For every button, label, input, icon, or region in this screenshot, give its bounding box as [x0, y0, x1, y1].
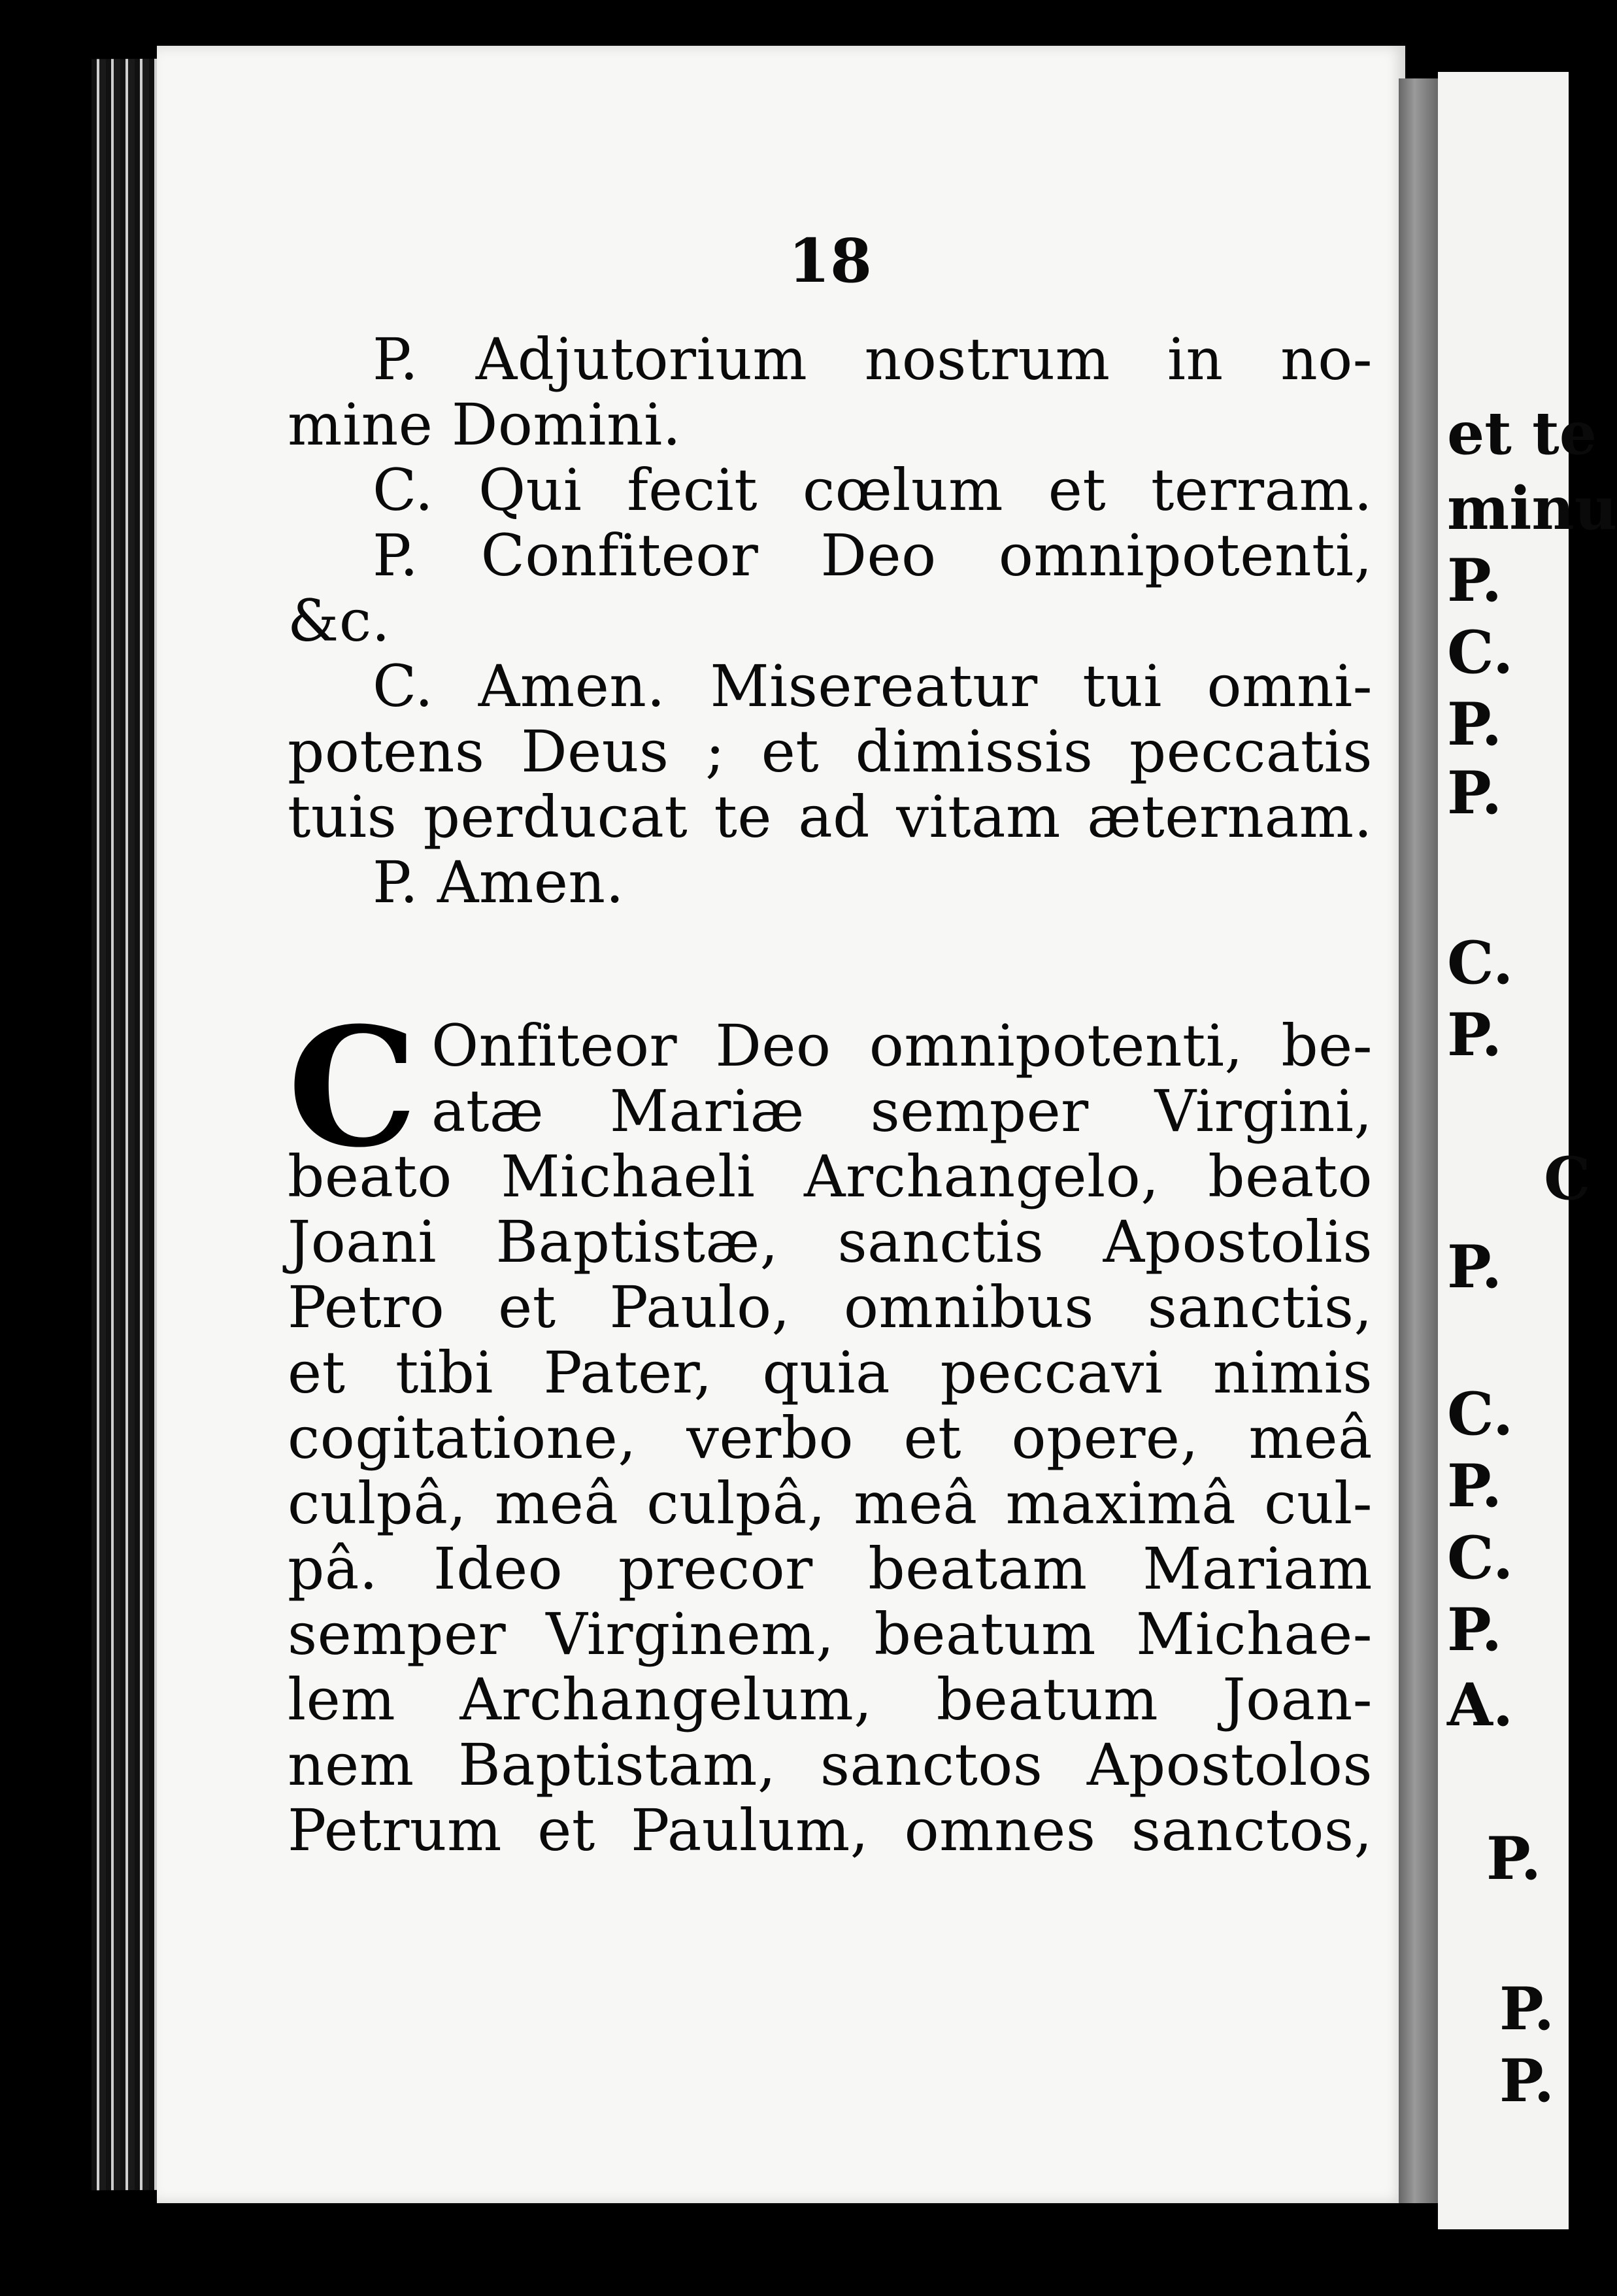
- text-line: P. Amen.: [373, 849, 625, 916]
- right-line: P.: [1499, 1974, 1555, 2044]
- text-line: pâ. Ideo precor beatam Mariam: [288, 1535, 1373, 1602]
- right-page-fragment: [1438, 72, 1617, 2229]
- right-line: P.: [1447, 1232, 1503, 1302]
- right-line: C: [1544, 1144, 1591, 1213]
- right-line: P.: [1499, 2046, 1555, 2116]
- right-line: et te: [1447, 399, 1597, 468]
- text-line: C. Amen. Misereatur tui omni-: [373, 652, 1373, 720]
- right-line: C.: [1447, 618, 1514, 687]
- drop-cap-letter: C: [288, 991, 418, 1183]
- confiteor-paragraph: [288, 991, 1373, 1864]
- paragraph-gap: [288, 915, 1373, 1013]
- text-line: &c.: [288, 587, 391, 654]
- text-line: C. Qui fecit cœlum et terram.: [373, 456, 1373, 524]
- right-line: P.: [1447, 546, 1503, 615]
- right-line: P.: [1447, 758, 1503, 828]
- right-line: minu: [1447, 474, 1617, 543]
- text-line: cogitatione, verbo et opere, meâ: [288, 1404, 1373, 1472]
- right-line: A.: [1447, 1670, 1514, 1740]
- right-line: C.: [1447, 928, 1514, 998]
- text-line: P. Adjutorium nostrum in no-: [373, 326, 1373, 393]
- right-line: P.: [1447, 1595, 1503, 1664]
- text-line: Petro et Paulo, omnibus sanctis,: [288, 1274, 1373, 1341]
- text-line: semper Virginem, beatum Michae-: [288, 1600, 1373, 1668]
- text-line: Petrum et Paulum, omnes sanctos,: [288, 1797, 1373, 1864]
- right-line: P.: [1447, 1451, 1503, 1521]
- text-line: et tibi Pater, quia peccavi nimis: [288, 1339, 1373, 1406]
- right-line: C.: [1447, 1523, 1514, 1593]
- text-line: mine Domini.: [288, 391, 682, 458]
- text-line: atæ Mariæ semper Virgini,: [431, 1077, 1373, 1145]
- text-line: Joani Baptistæ, sanctis Apostolis: [288, 1208, 1373, 1275]
- right-line: P.: [1447, 690, 1503, 759]
- text-line: potens Deus ; et dimissis peccatis: [288, 718, 1373, 785]
- right-line: P.: [1447, 1000, 1503, 1070]
- text-line: Onfiteor Deo omnipotenti, be-: [431, 1012, 1373, 1079]
- text-line: lem Archangelum, beatum Joan-: [288, 1666, 1373, 1733]
- right-line: C.: [1447, 1379, 1514, 1449]
- text-line: nem Baptistam, sanctos Apostolos: [288, 1731, 1373, 1798]
- page-body-text: [288, 327, 1373, 1863]
- text-line: culpâ, meâ culpâ, meâ maximâ cul-: [288, 1470, 1373, 1537]
- right-line: P.: [1486, 1824, 1542, 1893]
- text-line: tuis perducat te ad vitam æternam.: [288, 783, 1373, 851]
- text-line: P. Confiteor Deo omnipotenti,: [373, 522, 1373, 589]
- page-number: 18: [788, 226, 873, 296]
- text-line: beato Michaeli Archangelo, beato: [288, 1143, 1373, 1210]
